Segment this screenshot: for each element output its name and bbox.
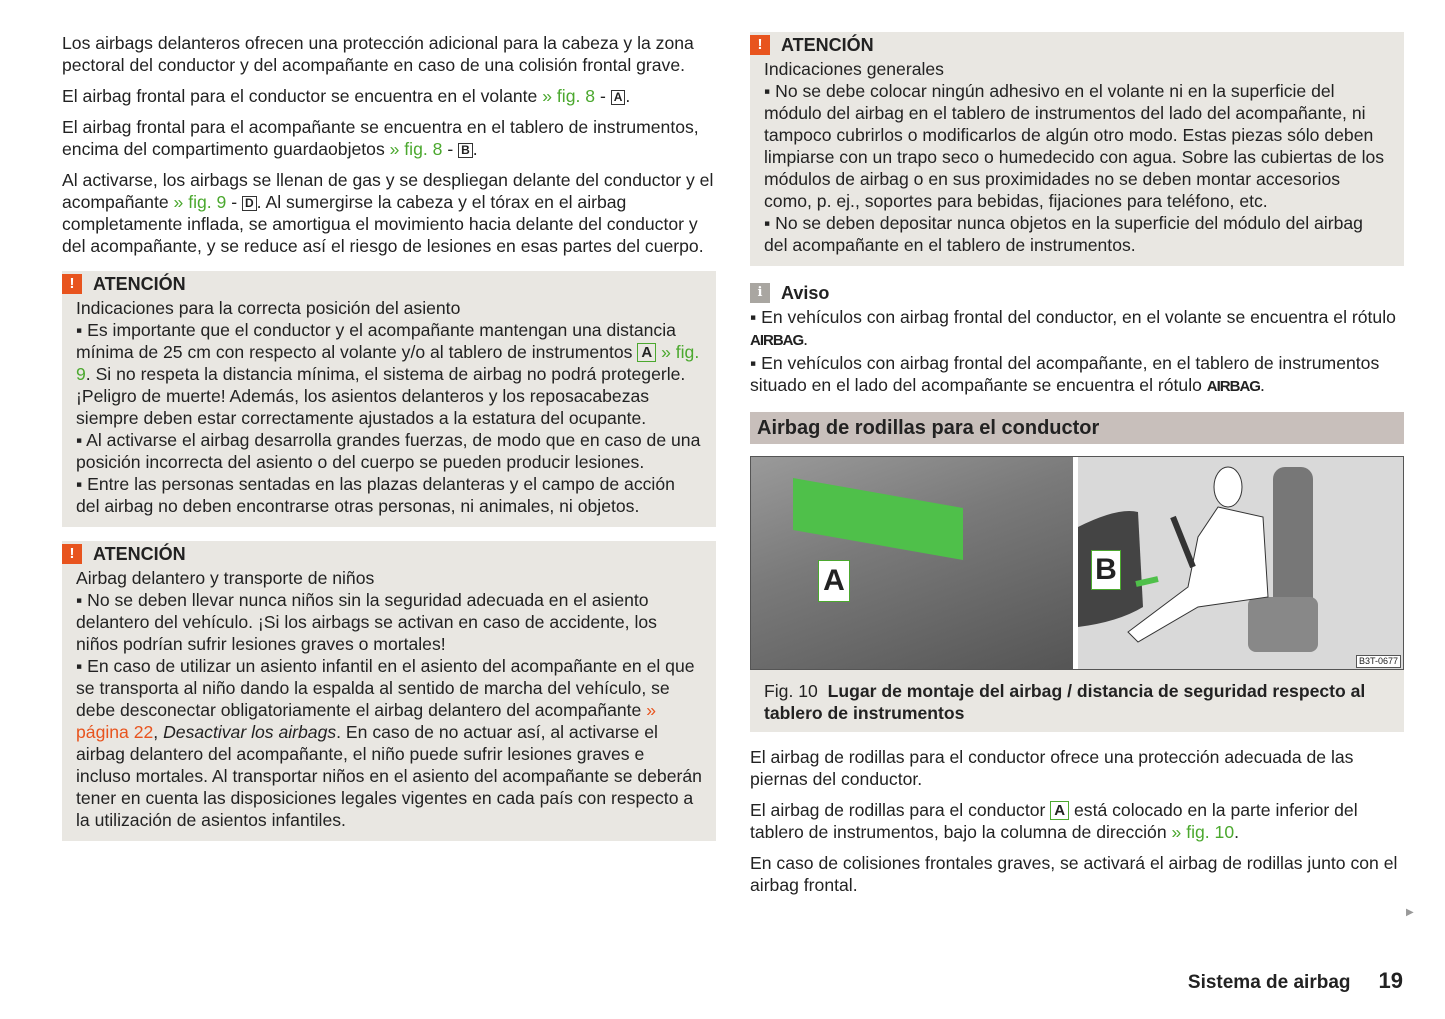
text-line <box>750 306 1404 352</box>
airbag-label: AIRBAG <box>1206 378 1260 395</box>
reference-letter: A <box>611 90 626 105</box>
knee-airbag-highlight <box>793 478 963 560</box>
text-line <box>76 589 702 655</box>
text-segment: está colocado en la parte inferior del tablero de instrumentos, bajo la columna de dirección <box>750 800 1358 842</box>
warning-seat-position <box>62 271 716 527</box>
section-heading: Airbag de rodillas para el conductor <box>750 412 1404 444</box>
text-line <box>764 80 1390 212</box>
text-line <box>764 58 1390 80</box>
warning-icon: ! <box>62 274 82 294</box>
text-segment: . <box>1234 822 1240 842</box>
text-segment: ▪ Entre las personas sentadas en las plazas delanteras y el campo de acción del airbag no deben encontrarse otras personas, ni animales, ni objetos. <box>76 474 675 516</box>
text-segment: . <box>472 139 478 159</box>
text-segment: . En caso de no actuar así, al activarse el airbag delantero del acompañante, el niño puede sufrir lesiones graves e incluso mortales. Al transportar niños en el asiento del acompañante se deberán tener en cuenta las disposiciones legales vigentes en cada país con respecto a la utilización de asientos infantiles. <box>76 722 702 830</box>
warning-title: ATENCIÓN <box>93 274 186 294</box>
reference-letter: A <box>1050 801 1069 820</box>
text-line <box>750 352 1404 398</box>
text-segment: El airbag de rodillas para el conductor ofrece una protección adecuada de las piernas del conductor. <box>750 747 1354 789</box>
figure-link[interactable]: » fig. 9 <box>173 192 227 212</box>
intro-paragraphs <box>62 32 716 257</box>
text-segment: Indicaciones generales <box>764 59 944 79</box>
figure-link[interactable]: » fig. 9 <box>76 342 700 384</box>
footer-section: Sistema de airbag <box>1187 972 1351 993</box>
figure-label-a: A <box>818 560 850 602</box>
caption-text: Lugar de montaje del airbag / distancia de seguridad respecto al tablero de instrumentos <box>764 681 1366 723</box>
text-segment: El airbag frontal para el acompañante se encuentra en el tablero de instrumentos, encima del compartimento guardaobjetos <box>62 117 699 159</box>
note-body <box>750 306 1404 398</box>
text-line <box>76 429 702 473</box>
text-line <box>76 319 702 429</box>
driver-seat-illustration <box>1078 457 1403 669</box>
figure-label-b: B <box>1091 550 1121 590</box>
reference-letter: A <box>637 343 656 362</box>
text-segment: ▪ En vehículos con airbag frontal del conductor, en el volante se encuentra el rótulo <box>750 307 1396 327</box>
paragraph <box>62 32 716 76</box>
warning-body <box>62 297 716 517</box>
warning-general <box>750 32 1404 266</box>
paragraph <box>750 746 1404 790</box>
figure-link[interactable]: » fig. 8 <box>542 86 596 106</box>
text-segment: ▪ En caso de utilizar un asiento infantil en el asiento del acompañante en el que se transporta al niño dando la espalda al sentido de marcha del vehículo, se debe desconectar obligatoriamente el airbag delantero del acompañante <box>76 656 695 720</box>
text-segment: ▪ No se debe colocar ningún adhesivo en el volante ni en la superficie del módulo del airbag en el tablero de instrumentos del lado del acompañante, ni tampoco cubrirlos o modificarlos de algún otro modo. Estas piezas sólo deben limpiarse con un trapo seco o humedecido con agua. Sobre las cubiertas de los módulos de airbag o en sus proximidades no se deben montar accesorios como, p. ej., soportes para bebidas, fijaciones para teléfono, etc. <box>764 81 1385 211</box>
knee-airbag-paragraphs <box>750 746 1404 896</box>
text-segment: Los airbags delanteros ofrecen una protección adicional para la cabeza y la zona pectoral del conductor y del acompañante en caso de una colisión frontal grave. <box>62 33 694 75</box>
text-segment: . Al sumergirse la cabeza y el tórax en el airbag completamente inflada, se amortigua el movimiento hacia delante del conductor y del acompañante, y se reduce así el riesgo de lesiones en esas partes del cuerpo. <box>62 192 704 256</box>
figure-10 <box>750 456 1404 670</box>
caption-number: Fig. 10 <box>764 681 818 701</box>
text-segment: , <box>153 722 164 742</box>
reference-letter: D <box>242 196 257 211</box>
text-segment: . <box>803 329 809 349</box>
text-line <box>76 655 702 831</box>
text-segment: En caso de colisiones frontales graves, se activará el airbag de rodillas junto con el airbag frontal. <box>750 853 1398 895</box>
text-segment: El airbag frontal para el conductor se encuentra en el volante <box>62 86 543 106</box>
next-page-arrow-icon[interactable]: ▶ <box>1406 907 1414 918</box>
figure-link[interactable]: » fig. 10 <box>1171 822 1235 842</box>
text-segment: . Si no respeta la distancia mínima, el sistema de airbag no podrá protegerle. ¡Peligro de muerte! Además, los asientos delanteros y los reposacabezas siempre deben estar correctamente ajustados a la estatura del ocupante. <box>76 364 686 428</box>
note-aviso <box>750 280 1404 398</box>
text-segment: - <box>226 192 242 212</box>
page-link[interactable]: » página 22 <box>76 700 657 742</box>
paragraph <box>62 85 716 107</box>
right-column <box>750 32 1404 905</box>
warning-title: ATENCIÓN <box>93 544 186 564</box>
left-column <box>62 32 716 855</box>
dashboard-illustration <box>751 457 1073 669</box>
warning-icon: ! <box>750 35 770 55</box>
figure-link[interactable]: » fig. 8 <box>389 139 443 159</box>
text-segment: El airbag de rodillas para el conductor <box>750 800 1051 820</box>
warning-icon: ! <box>62 544 82 564</box>
text-segment: ▪ Es importante que el conductor y el acompañante mantengan una distancia mínima de 25 cm con respecto al volante y/o al tablero de instrumentos <box>76 320 676 362</box>
page-footer <box>1188 970 1403 994</box>
text-line <box>76 567 702 589</box>
figure-caption <box>750 670 1404 732</box>
text-segment: . <box>625 86 631 106</box>
note-title: Aviso <box>781 283 830 303</box>
emphasis-text: Desactivar los airbags <box>163 722 337 742</box>
text-segment: ▪ En vehículos con airbag frontal del acompañante, en el tablero de instrumentos situado en el lado del acompañante se encuentra el rótulo <box>750 353 1380 395</box>
airbag-label: AIRBAG <box>750 332 804 349</box>
text-segment: ▪ Al activarse el airbag desarrolla grandes fuerzas, de modo que en caso de una posición incorrecta del asiento o del cuerpo se pueden producir lesiones. <box>76 430 701 472</box>
text-segment: Indicaciones para la correcta posición del asiento <box>76 298 461 318</box>
text-segment: ▪ No se deben depositar nunca objetos en la superficie del módulo del airbag del acompañante en el tablero de instrumentos. <box>764 213 1363 255</box>
text-line <box>764 212 1390 256</box>
text-line <box>76 297 702 319</box>
info-icon: i <box>750 283 770 303</box>
text-segment: . <box>1259 375 1265 395</box>
text-segment: - <box>595 86 611 106</box>
page-number: 19 <box>1378 968 1403 993</box>
text-segment: ▪ No se deben llevar nunca niños sin la seguridad adecuada en el asiento delantero del vehículo. ¡Si los airbags se activan en caso de accidente, los niños podrían sufrir lesiones graves o mortales! <box>76 590 657 654</box>
text-segment: - <box>442 139 459 159</box>
paragraph <box>62 116 716 160</box>
paragraph <box>750 852 1404 896</box>
paragraph <box>62 169 716 257</box>
warning-title: ATENCIÓN <box>781 35 874 55</box>
reference-letter: B <box>458 143 473 158</box>
figure-code: B3T-0677 <box>1356 655 1401 668</box>
driver-silhouette-icon <box>1078 457 1403 669</box>
warning-body <box>62 567 716 831</box>
paragraph <box>750 799 1404 843</box>
warning-body <box>750 58 1404 256</box>
warning-child-transport <box>62 541 716 841</box>
text-segment: Airbag delantero y transporte de niños <box>76 568 375 588</box>
text-line <box>76 473 702 517</box>
text-segment: Al activarse, los airbags se llenan de gas y se despliegan delante del conductor y el acompañante <box>62 170 714 212</box>
